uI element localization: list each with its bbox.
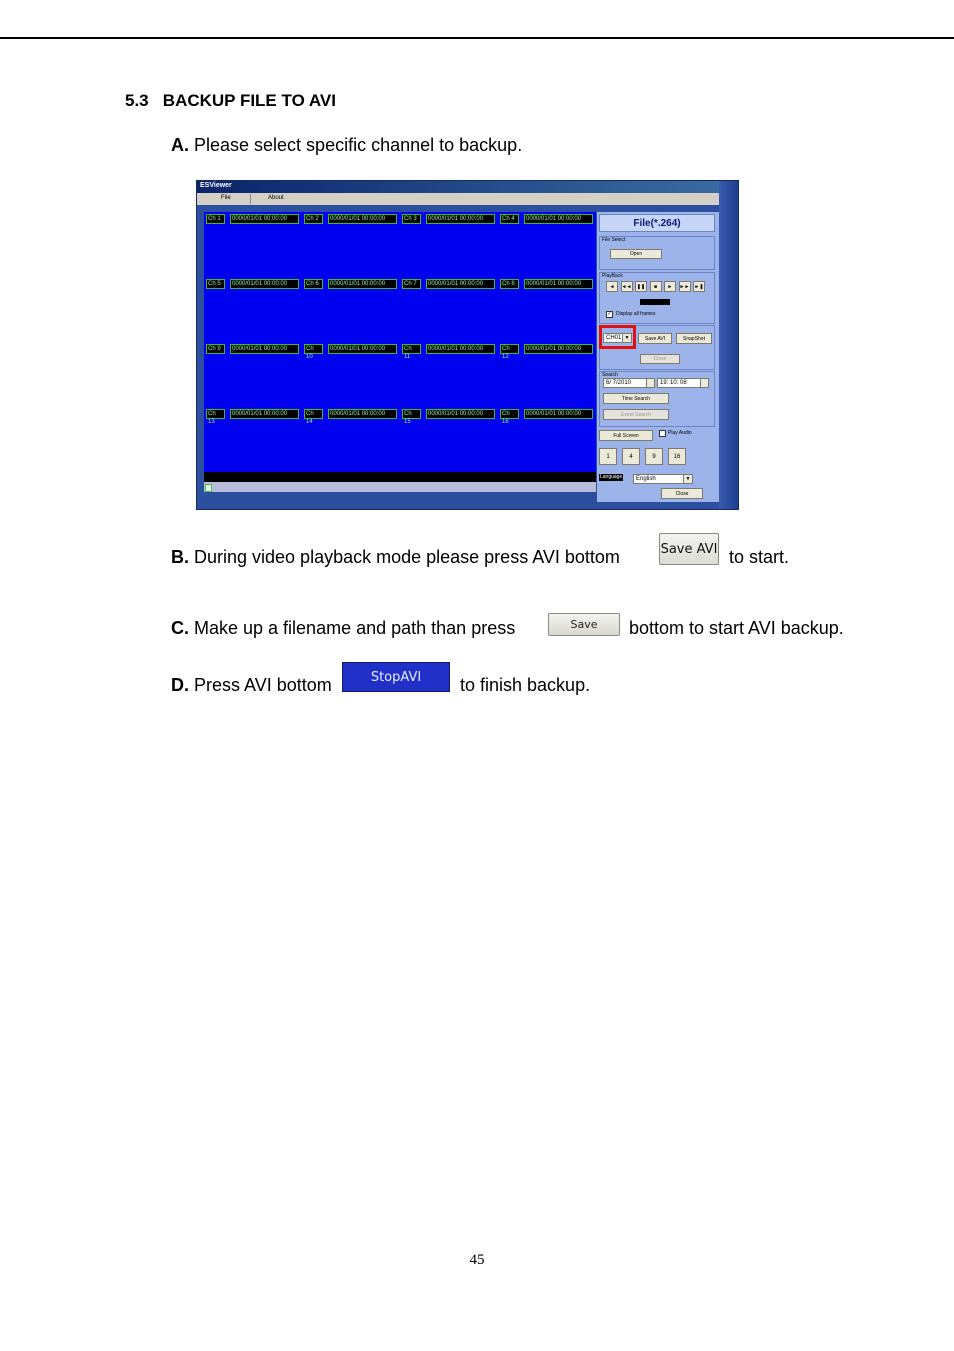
top-rule xyxy=(0,37,954,39)
date-spinner-icon[interactable] xyxy=(646,379,654,387)
split-view-button[interactable]: 4 xyxy=(622,448,640,465)
search-group xyxy=(599,371,715,427)
esviewer-screenshot xyxy=(196,180,739,510)
channel-label: Ch 1 xyxy=(206,214,225,224)
speed-indicator xyxy=(640,299,670,305)
playback-button[interactable]: ❚❚ xyxy=(635,281,647,292)
channel-label: Ch 13 xyxy=(206,409,225,419)
channel-timestamp: 0000/01/01 00:00:00 xyxy=(524,344,593,354)
step-c-text: Make up a filename and path than press xyxy=(189,618,516,638)
split-view-button[interactable]: 16 xyxy=(668,448,686,465)
channel-label: Ch 10 xyxy=(304,344,323,354)
channel-timestamp: 0000/01/01 00:00:00 xyxy=(426,344,495,354)
page-number: 45 xyxy=(469,1252,485,1268)
step-d-letter: D. xyxy=(171,675,189,695)
channel-label: Ch 8 xyxy=(500,279,519,289)
app-title-bar xyxy=(197,181,738,193)
menu-file[interactable]: File xyxy=(221,195,231,201)
menu-separator xyxy=(250,194,251,204)
step-b-after: to start. xyxy=(729,547,790,567)
close-file-button[interactable]: Close xyxy=(640,354,680,364)
app-menu-bar xyxy=(197,193,738,205)
progress-thumb[interactable] xyxy=(205,484,212,492)
status-strip xyxy=(204,472,596,482)
file-type-title: File(*.264) xyxy=(599,214,715,232)
playback-button[interactable]: ◄ xyxy=(606,281,618,292)
channel-timestamp: 0000/01/01 00:00:00 xyxy=(426,279,495,289)
channel-label: Ch 15 xyxy=(402,409,421,419)
channel-label: Ch 6 xyxy=(304,279,323,289)
step-c-after: bottom to start AVI backup. xyxy=(629,618,844,638)
channel-select-value: CH01 xyxy=(606,335,622,341)
channel-timestamp: 0000/01/01 00:00:00 xyxy=(524,214,593,224)
playback-button[interactable]: ►❚ xyxy=(693,281,705,292)
channel-label: Ch 14 xyxy=(304,409,323,419)
window-frame-right xyxy=(719,181,739,510)
step-c xyxy=(171,618,515,639)
step-d xyxy=(171,675,332,696)
menu-about[interactable]: About xyxy=(268,195,284,201)
date-field[interactable] xyxy=(603,378,655,388)
playback-button[interactable]: ◄◄ xyxy=(621,281,633,292)
channel-label: Ch 5 xyxy=(206,279,225,289)
step-d-after: to finish backup. xyxy=(460,675,591,695)
language-value: English xyxy=(636,476,656,482)
play-audio-label: Play Audio xyxy=(668,430,692,436)
channel-label: Ch 9 xyxy=(206,344,225,354)
play-audio-checkbox[interactable] xyxy=(659,430,666,437)
channel-timestamp: 0000/01/01 00:00:00 xyxy=(524,279,593,289)
channel-label: Ch 16 xyxy=(500,409,519,419)
step-c-letter: C. xyxy=(171,618,189,638)
split-view-button[interactable]: 9 xyxy=(645,448,663,465)
channel-timestamp: 0000/01/01 00:00:00 xyxy=(328,409,397,419)
video-grid[interactable] xyxy=(204,212,596,472)
channel-timestamp: 0000/01/01 00:00:00 xyxy=(230,344,299,354)
channel-label: Ch 4 xyxy=(500,214,519,224)
open-button[interactable]: Open xyxy=(610,249,662,259)
event-search-button[interactable]: Event Search xyxy=(603,409,669,420)
file-select-group xyxy=(599,236,715,270)
close-button[interactable]: Close xyxy=(661,488,703,499)
playback-progress-bar[interactable] xyxy=(204,482,596,492)
playback-button[interactable]: ►► xyxy=(679,281,691,292)
search-label: Search xyxy=(602,372,618,378)
chevron-down-icon: ▼ xyxy=(683,475,692,483)
channel-timestamp: 0000/01/01 00:00:00 xyxy=(524,409,593,419)
channel-label: Ch 7 xyxy=(402,279,421,289)
full-screen-button[interactable]: Full Screen xyxy=(599,430,653,441)
channel-timestamp: 0000/01/01 00:00:00 xyxy=(230,409,299,419)
language-label: Language xyxy=(600,474,623,480)
time-field[interactable] xyxy=(657,378,709,388)
date-value: 6/ 7/2010 xyxy=(606,380,632,386)
step-a-text: Please select specific channel to backup. xyxy=(189,135,523,155)
save-avi-image-button: Save AVI xyxy=(659,533,719,565)
time-search-button[interactable]: Time Search xyxy=(603,393,669,404)
channel-label: Ch 3 xyxy=(402,214,421,224)
channel-timestamp: 0000/01/01 00:00:00 xyxy=(328,279,397,289)
split-view-button[interactable]: 1 xyxy=(599,448,617,465)
channel-timestamp: 0000/01/01 00:00:00 xyxy=(328,214,397,224)
channel-timestamp: 0000/01/01 00:00:00 xyxy=(426,409,495,419)
stop-avi-image-button: StopAVI xyxy=(342,662,450,692)
language-select[interactable] xyxy=(633,474,693,484)
step-a-letter: A. xyxy=(171,135,189,155)
playback-label: PlayBack xyxy=(602,273,623,279)
playback-button[interactable]: ► xyxy=(664,281,676,292)
channel-label: Ch 12 xyxy=(500,344,519,354)
channel-label: Ch 11 xyxy=(402,344,421,354)
file-select-label: File Select xyxy=(602,237,626,243)
app-title: ESViewer xyxy=(200,182,232,189)
time-spinner-icon[interactable] xyxy=(700,379,708,387)
step-d-text: Press AVI bottom xyxy=(189,675,332,695)
channel-timestamp: 0000/01/01 00:00:00 xyxy=(230,279,299,289)
save-image-button: Save xyxy=(548,613,620,636)
section-heading: 5.3 BACKUP FILE TO AVI xyxy=(125,91,336,110)
step-a xyxy=(171,135,522,156)
chevron-down-icon: ▼ xyxy=(622,334,631,342)
step-b-letter: B. xyxy=(171,547,189,567)
playback-group xyxy=(599,272,715,324)
step-b-text: During video playback mode please press AVI bottom xyxy=(189,547,620,567)
channel-select-highlight xyxy=(599,325,636,349)
channel-timestamp: 0000/01/01 00:00:00 xyxy=(426,214,495,224)
save-avi-button[interactable]: Save AVI xyxy=(638,333,672,344)
display-all-frames-checkbox[interactable]: ✓ xyxy=(607,311,612,317)
channel-timestamp: 0000/01/01 00:00:00 xyxy=(230,214,299,224)
time-value: 19: 10: 08 xyxy=(660,380,687,386)
playback-button[interactable]: ■ xyxy=(650,281,662,292)
channel-label: Ch 2 xyxy=(304,214,323,224)
step-b xyxy=(171,547,620,568)
control-panel xyxy=(597,212,719,502)
snapshot-button[interactable]: SnapShot xyxy=(676,333,712,344)
display-all-frames-label: Display all frames xyxy=(616,311,656,317)
channel-timestamp: 0000/01/01 00:00:00 xyxy=(328,344,397,354)
